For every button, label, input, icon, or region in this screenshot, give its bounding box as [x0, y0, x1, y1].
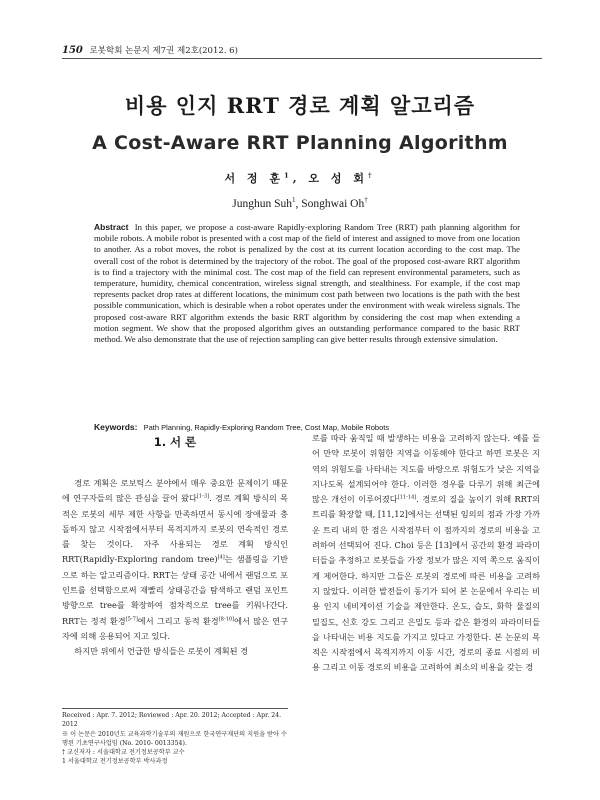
citation: [4] [217, 554, 225, 561]
intro-text: 로를 따라 움직일 때 발생하는 비용을 고려하지 않는다. 예를 들어 만약 로봇이 위험한 지역을 이동해야 한다고 하면 로봇은 지역의 위험도를 나타내는 지도를 바탕으로 위험도가 낮은 지역을 지나도록 설계되어야 한다. 이러한 경우를 다루기 위해 최근에 많은 개선이 이루어졌다 [312, 433, 540, 505]
author-separator-kr: , [292, 172, 301, 185]
intro-paragraph-continued [312, 431, 540, 676]
author-1-en: Junghun Suh [232, 198, 292, 210]
abstract-label: Abstract [94, 222, 129, 232]
citation: [1-3] [196, 493, 210, 500]
section-heading-introduction: 1. 서 론 [153, 435, 197, 449]
footnotes [62, 711, 290, 767]
intro-paragraph-1 [62, 476, 288, 644]
left-column [62, 476, 288, 660]
footnote-funding: ※ 이 논문은 2010년도 교육과학기술부의 재원으로 한국연구재단의 지원을 받아 수행된 기초연구사업임 (No. 2010- 0013354). [62, 730, 287, 747]
citation: [11-14] [397, 494, 417, 501]
footnote-divider [62, 708, 288, 709]
intro-text: . 경로의 질을 높이기 위해 RRT의 트리를 확장할 때, [11,12]에서는 선택된 임의의 점과 가장 가까운 트리 내의 한 점은 시작점부터 이 점까지의 경로의 비용을 고려하여 선택되어 진다. Choi 등은 [13]에서 공간의 환경 파라미터들을 추정하고 로봇들을 가장 정보가 많은 지역 쪽으로 움직이게 제어한다. 하지만 그들은 로봇의 경로에 따른 비용을 고려하지 않았다. 이러한 발전들이 동기가 되어 본 논문에서 우리는 비용 인지 네비게이션 기술을 제안한다. 온도, 습도, 화학 물질의 밀집도, 신호 강도 그리고 은밀도 등과 같은 환경의 파라미터들을 나타내는 비용 지도를 가지고 있다고 가정한다. 본 논문의 목적은 시작점에서 목적지까지 이동 시간, 경로의 종료 시점의 비용 그리고 이동 경로의 비용을 고려하여 최소의 비용을 갖는 경 [312, 494, 541, 673]
intro-text: 에서 그리고 동적 환경 [137, 615, 219, 626]
author-2-kr: 오 성 회 [308, 172, 368, 185]
author-2-kr-mark: † [367, 171, 376, 180]
keywords-label: Keywords: [94, 422, 138, 432]
intro-paragraph-2: 하지만 위에서 언급한 방식들은 로봇이 계획된 경 [74, 646, 249, 657]
abstract [94, 222, 520, 345]
author-1-en-mark: 1 [291, 196, 296, 205]
citation: [8-10] [218, 615, 235, 622]
footnote-corresponding-author: † 교신저자 : 서울대학교 전기정보공학부 교수 [62, 749, 185, 757]
intro-text: 경로 계획은 로보틱스 분야에서 매우 중요한 문제이기 때문에 연구자들의 많은 관심을 끌어 왔다 [62, 478, 288, 504]
header-divider [62, 58, 542, 59]
abstract-text: In this paper, we propose a cost-aware Rapidly-exploring Random Tree (RRT) path planning algorithm for mobile robots. A mobile robot is presented with a cost map of the field of interest and assigned to move from one location to another. As a robot moves, the robot is penalized by the cost at its current location according to the cost map. The overall cost of the robot is determined by the trajectory of the robot. The goal of the proposed cost-aware RRT algorithm is to find a trajectory with the minimal cost. The cost map of the field can represent environmental parameters, such as temperature, humidity, chemical concentration, wireless signal strength, and stealthiness. For example, if the cost map represents packet drop rates at different locations, the minimum cost path between two locations is the path with the best possible communication, which is desirable when a robot operates under the environment with weak wireless signals. The proposed cost-aware RRT algorithm extends the basic RRT algorithm by considering the cost map when extending a motion segment. We show that the proposed algorithm gives an outstanding performance compared to the basic RRT method. We also demonstrate that the use of rejection sampling can give better results through extensive simulation. [94, 222, 520, 345]
right-column [312, 431, 540, 676]
author-separator-en: , [295, 198, 299, 210]
keywords-text: Path Planning, Rapidly-Exploring Random Tree, Cost Map, Mobile Robots [143, 423, 390, 432]
journal-info: 로봇학회 논문지 제7권 제2호(2012. 6) [89, 46, 238, 56]
authors-english [0, 198, 600, 210]
author-1-kr: 서 정 훈 [224, 172, 284, 185]
intro-text: 에서 많은 연구자에 의해 응용되어 지고 있다. [62, 615, 288, 641]
citation: [5-7] [125, 615, 138, 622]
authors-korean [0, 170, 600, 186]
title-english: A Cost-Aware RRT Planning Algorithm [92, 132, 508, 154]
page-number: 150 [62, 45, 83, 56]
intro-text: 는 샘플링을 기반으로 하는 알고리즘이다. RRT는 상태 공간 내에서 랜덤으로 포인트를 선택함으로써 재빨리 상태공간을 탐색하고 랜덤 포인트 방향으로 tree를 확장하여 점차적으로 tree를 키워나간다. RRT는 정적 환경 [62, 554, 288, 626]
running-header [62, 44, 542, 56]
intro-text: . 경로 계획 방식의 목적은 로봇의 세부 제한 사항을 만족하면서 동시에 장애물과 충돌하지 않고 시작점에서부터 목적지까지 로봇의 연속적인 경로를 찾는 것이다. 자주 사용되는 경로 계획 방식인 RRT(Rapidly-Exploring random tree) [62, 493, 288, 565]
author-1-kr-mark: 1 [283, 171, 293, 180]
title-korean: 비용 인지 RRT 경로 계획 알고리즘 [124, 93, 476, 118]
footnote-received: Received : Apr. 7. 2012; Reviewed : Apr. 20. 2012; Accepted : Apr. 24. 2012 [62, 712, 282, 729]
footnote-author-1: 1 서울대학교 전기정보공학부 박사과정 [62, 758, 168, 766]
author-2-en: Songhwai Oh [301, 198, 365, 210]
author-2-en-mark: † [364, 196, 368, 205]
